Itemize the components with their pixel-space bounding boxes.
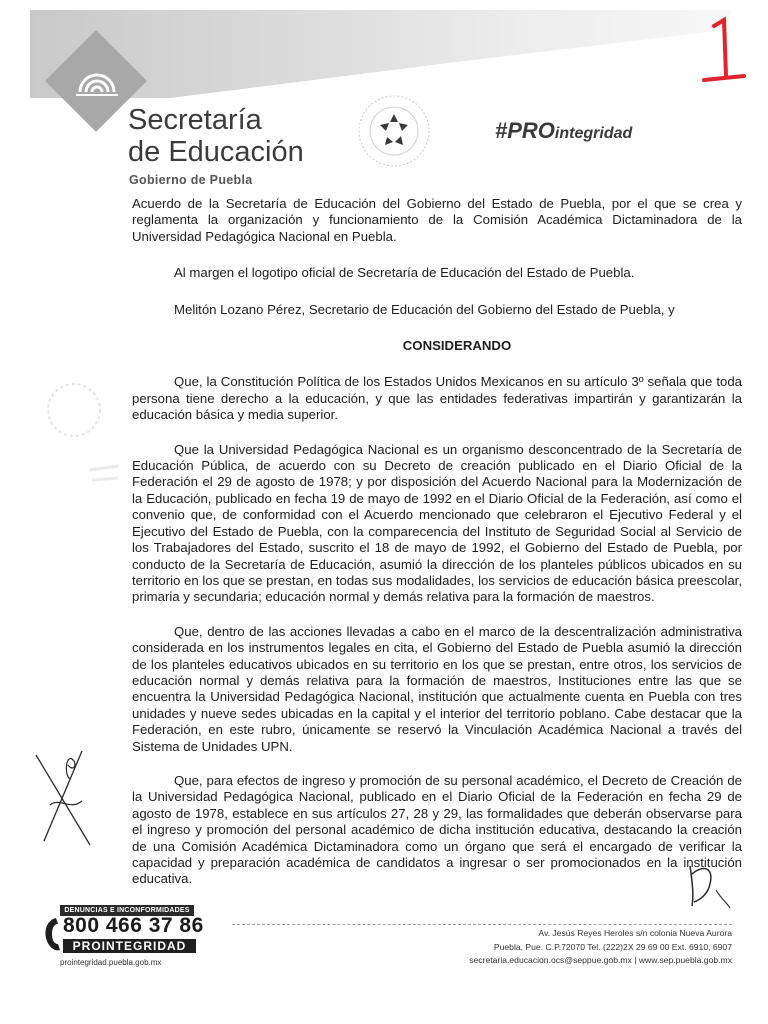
denuncias-label: DENUNCIAS E INCONFORMIDADES bbox=[60, 905, 194, 916]
hashtag-main: #PRO bbox=[495, 118, 555, 143]
hotline-number: 800 466 37 86 bbox=[63, 914, 204, 937]
paragraph-4: Que, para efectos de ingreso y promoción de su personal académico, el Decreto de Creación de la Universidad Pedagógica Nacional, publicado en el Diario Oficial de la Federación en fecha 29 de agosto de 1978, establece en sus artículos 27, 28 y 29, las formalidades que deberán observarse para el ingreso y promoción del personal académico de dicha institución educativa, destacando la creación de una Comisión Académica Dictaminadora como un órgano que será el encargado de verificar la capacidad y preparación académica de candidatos a ingresar o ser promocionados en la institución educativa. bbox=[132, 772, 742, 887]
margin-note: Al margen el logotipo oficial de Secretaría de Educación del Estado de Puebla. bbox=[174, 265, 635, 281]
gobierno-subtitle: Gobierno de Puebla bbox=[129, 173, 253, 187]
hashtag-small: integridad bbox=[554, 125, 633, 142]
paragraph-3: Que, dentro de las acciones llevadas a cabo en el marco de la descentralización administrativa considerada en los instrumentos legales en cita, el Gobierno del Estado de Puebla asumió la dirección de los planteles educativos ubicados en su territorio en los que se prestan, entre otros, los servicios de educación normal y demás relativa para la formación de maestros, Instituciones entre las que se encuentra la Universidad Pedagógica Nacional, institución que actualmente cuenta en Puebla con tres unidades y nueve sedes ubicadas en la capital y el interior del territorio poblano. Cabe destacar que la Federación, en este rubro, únicamente se reservó la Vinculación Académica Nacional a través del Sistema de Unidades UPN. bbox=[132, 623, 742, 754]
handwritten-page-number-icon bbox=[700, 16, 748, 90]
paragraph-2: Que la Universidad Pedagógica Nacional es un organismo desconcentrado de la Secretaría de Educación Pública, de acuerdo con su Decreto de creación publicado en el Diario Oficial de la Federación el 29 de agosto de 1978; y por disposición del Acuerdo Nacional para la Modernización de la Educación, publicado en fecha 19 de mayo de 1992 en el Diario Oficial de la Federación, así como el convenio que, de conformidad con el Acuerdo mencionado que celebraron el Ejecutivo Federal y el Ejecutivo del Estado de Puebla, con la comparecencia del Instituto de Seguridad Social al Servicio de los Trabajadores del Estado, suscrito el 18 de mayo de 1992, el Gobierno del Estado de Puebla, por conducto de la Secretaría de Educación, asumió la dirección de los planteles públicos ubicados en su territorio en los que se prestan, en todas sus modalidades, los servicios de educación básica preescolar, primaria y secundaria; educación normal y demás relativa para la formación de maestros. bbox=[132, 441, 742, 605]
address-line-2: Puebla, Pue. C.P.72070 Tel. (222)2X 29 69 00 Ext. 6910, 6907 bbox=[493, 942, 732, 952]
intro-paragraph: Acuerdo de la Secretaría de Educación del Gobierno del Estado de Puebla, por el que se crea y reglamenta la organización y funcionamiento de la Comisión Académica Dictaminadora de la Universidad Pedagógica Nacional en Puebla. bbox=[132, 196, 742, 244]
upn-seal-icon bbox=[355, 92, 433, 170]
title-line-2: de Educación bbox=[128, 136, 304, 168]
handwritten-signature-icon bbox=[30, 745, 110, 855]
prointegridad-hashtag bbox=[495, 118, 632, 144]
secretaria-title bbox=[128, 104, 304, 168]
address-line-1: Av. Jesús Reyes Heroles s/n colonia Nueva Aurora bbox=[538, 928, 732, 938]
address-line-3: secretaria.educacion.ocs@seppue.gob.mx | www.sep.puebla.gob.mx bbox=[469, 955, 732, 965]
considerando-heading: CONSIDERANDO bbox=[402, 338, 512, 354]
faded-stamp-icon bbox=[40, 380, 120, 500]
signatory-line: Melitón Lozano Pérez, Secretario de Educación del Gobierno del Estado de Puebla, y bbox=[174, 301, 675, 317]
title-line-1: Secretaría bbox=[128, 104, 262, 136]
footer-divider bbox=[232, 924, 732, 925]
prointegridad-url: prointegridad.puebla.gob.mx bbox=[60, 958, 162, 967]
paragraph-1: Que, la Constitución Política de los Estados Unidos Mexicanos en su artículo 3º señala que toda persona tiene derecho a la educación, y que las entidades federativas impartirán y garantizarán la educación básica y media superior. bbox=[132, 374, 742, 423]
prointegridad-brand: PROINTEGRIDAD bbox=[63, 939, 196, 953]
sun-rays-logo-icon bbox=[72, 58, 122, 98]
document-body bbox=[132, 196, 742, 906]
handwritten-initial-icon bbox=[680, 860, 732, 910]
